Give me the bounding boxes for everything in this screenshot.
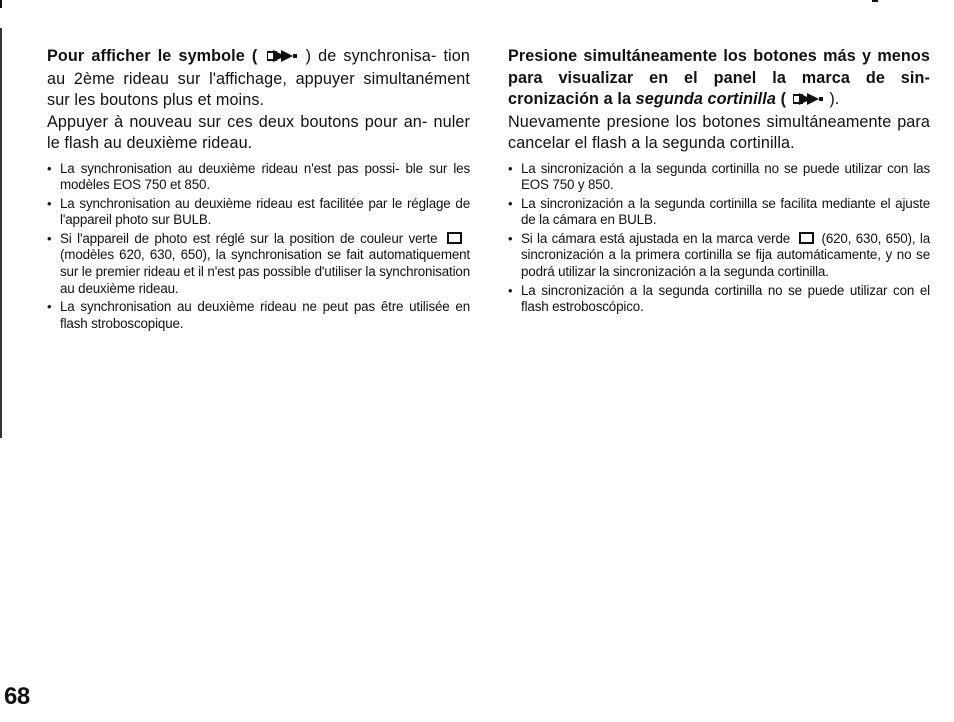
french-intro-2: Appuyer à nouveau sur ces deux boutons pour an- nuler le flash au deuxième rideau. — [47, 112, 470, 152]
spanish-intro — [508, 46, 930, 112]
spanish-intro-text: ). — [829, 90, 840, 108]
french-intro-bold: Pour afficher le symbole ( — [47, 47, 258, 65]
scan-edge-mark — [0, 0, 2, 8]
green-square-icon — [799, 232, 814, 244]
french-column — [47, 46, 470, 334]
french-intro-text: ) de synchronisa- tion au 2ème rideau sur l'affichage, appuyer simultanément sur les boutons plus et moins. — [47, 47, 470, 109]
list-item: • La synchronisation au deuxième rideau ne peut pas être utilisée en flash stroboscopique. — [47, 299, 470, 332]
note-text: Si la cámara está ajustada en la marca verde — [521, 230, 791, 246]
spanish-intro-bold: Presione simultáneamente los botones más y menos para visualizar en el panel la marca de sin- cronización a la — [508, 47, 930, 108]
spanish-intro-2: Nuevamente presione los botones simultáneamente para cancelar el flash a la segunda cortinilla. — [508, 112, 930, 152]
list-item — [508, 231, 930, 281]
scan-edge-mark — [872, 0, 878, 2]
list-item: • La sincronización a la segunda cortinilla no se puede utilizar con el flash estroboscópico. — [508, 283, 930, 316]
page-number: 68 — [4, 683, 30, 710]
green-square-icon — [447, 232, 462, 244]
spanish-intro-emphasis: segunda cortinilla — [635, 90, 776, 108]
list-item: • La synchronisation au deuxième rideau est facilitée par le réglage de l'appareil photo sur BULB. — [47, 196, 470, 229]
note-text: (620, 630, 650), la sincronización a la primera cortinilla se fija automáticamente, y no se podrá utilizar la sincronización a la segunda cortinilla. — [521, 230, 930, 280]
spanish-intro-paren: ( — [780, 90, 787, 108]
spanish-notes — [508, 161, 930, 316]
scan-edge-mark — [0, 28, 2, 438]
note-text: (modèles 620, 630, 650), la synchronisation se fait automatiquement sur le premier rideau et il n'est pas possible d'utiliser la synchronisation au deuxième rideau. — [60, 247, 470, 296]
list-item: • La synchronisation au deuxième rideau n'est pas possi- ble sur les modèles EOS 750 et 850. — [47, 161, 470, 194]
french-intro — [47, 46, 470, 112]
list-item — [47, 231, 470, 297]
list-item: • La sincronización a la segunda cortinilla no se puede utilizar con las EOS 750 y 850. — [508, 161, 930, 194]
list-item: • La sincronización a la segunda cortinilla se facilita mediante el ajuste de la cámara en BULB. — [508, 196, 930, 229]
second-curtain-sync-icon — [793, 90, 823, 112]
spanish-column — [508, 46, 930, 318]
french-notes — [47, 161, 470, 333]
second-curtain-sync-icon — [267, 47, 297, 69]
note-text: Si l'appareil de photo est réglé sur la position de couleur verte — [60, 230, 438, 246]
